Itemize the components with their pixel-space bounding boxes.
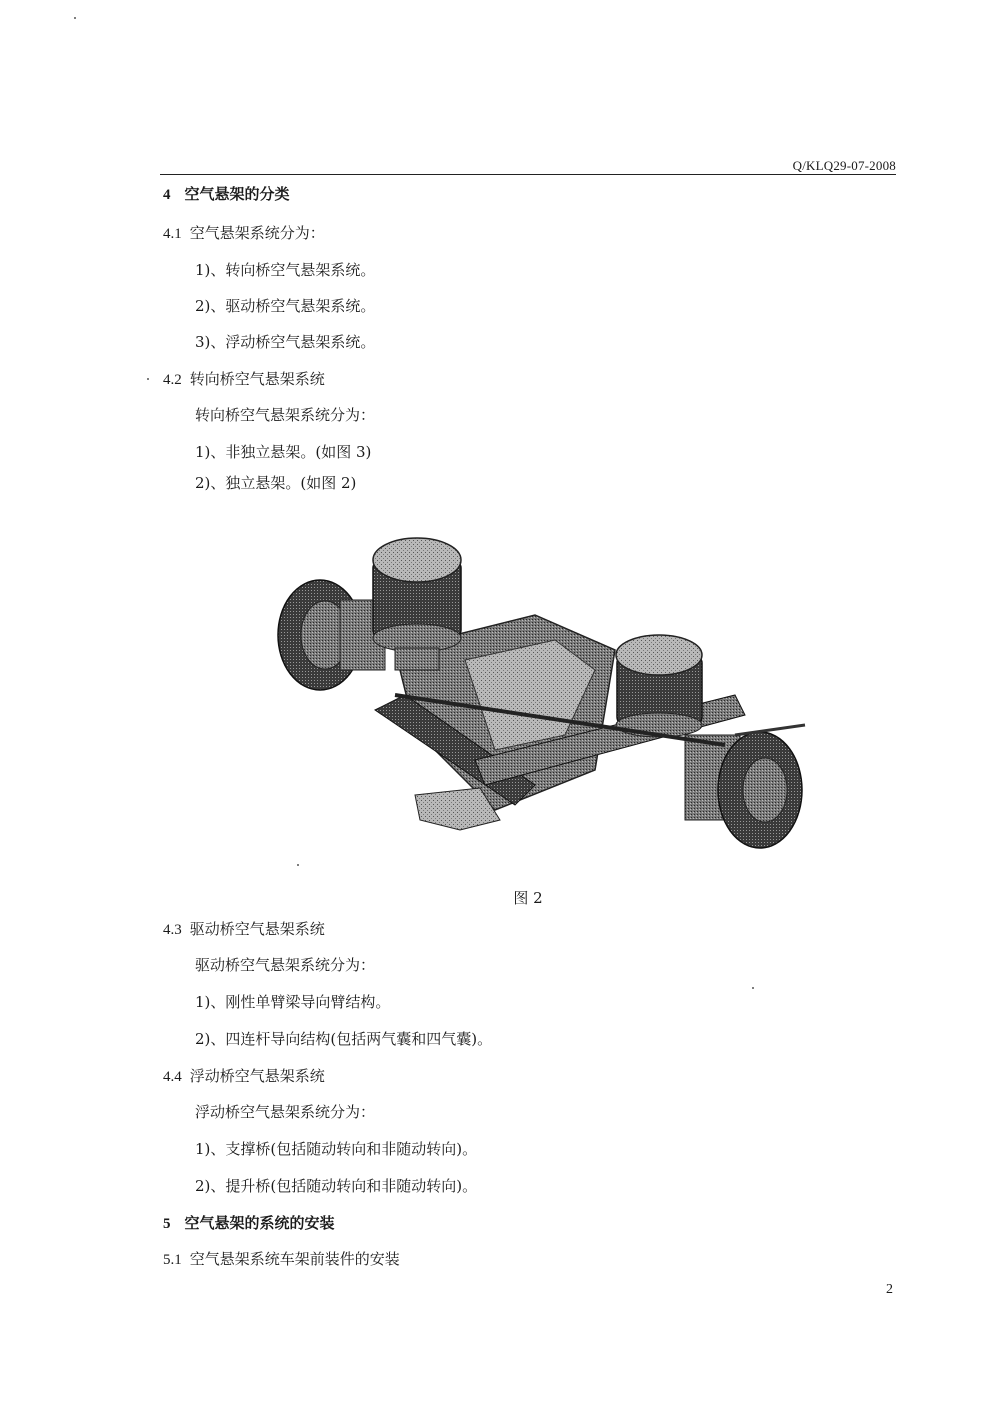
figure-caption: 图 2 xyxy=(513,889,543,907)
section-title: 转向桥空气悬架系统 xyxy=(189,370,325,388)
section-number: 4.3 xyxy=(163,922,182,938)
page-number: 2 xyxy=(886,1282,893,1297)
section-title: 空气悬架的系统的安装 xyxy=(184,1214,335,1232)
section-4-3-heading xyxy=(163,919,325,940)
section-number: 5.1 xyxy=(163,1252,182,1268)
suspension-illustration xyxy=(265,520,820,875)
list-item: 2)、独立悬架。(如图 2) xyxy=(195,474,357,492)
section-4-1-heading xyxy=(163,223,325,244)
section-number: 4 xyxy=(163,187,171,203)
scan-speck xyxy=(74,17,76,19)
scan-speck xyxy=(147,378,149,380)
scan-speck xyxy=(297,864,299,866)
section-number: 4.1 xyxy=(163,226,182,242)
paragraph: 转向桥空气悬架系统分为： xyxy=(195,406,376,424)
paragraph: 驱动桥空气悬架系统分为： xyxy=(195,956,376,974)
list-item: 2)、提升桥(包括随动转向和非随动转向)。 xyxy=(195,1177,478,1195)
section-title: 空气悬架系统车架前装件的安装 xyxy=(189,1250,400,1268)
list-item: 1)、非独立悬架。(如图 3) xyxy=(195,443,372,461)
list-item: 3)、浮动桥空气悬架系统。 xyxy=(195,333,376,351)
list-item: 2)、驱动桥空气悬架系统。 xyxy=(195,297,376,315)
list-item: 1)、支撑桥(包括随动转向和非随动转向)。 xyxy=(195,1140,478,1158)
header-rule xyxy=(160,174,896,175)
list-item: 1)、刚性单臂梁导向臂结构。 xyxy=(195,993,391,1011)
section-4-4-heading xyxy=(163,1066,325,1087)
section-number: 4.4 xyxy=(163,1069,182,1085)
suspension-figure xyxy=(265,520,820,875)
document-code: Q/KLQ29-07-2008 xyxy=(792,158,896,173)
section-title: 空气悬架系统分为： xyxy=(189,224,325,242)
section-5-1-heading xyxy=(163,1249,400,1270)
paragraph: 浮动桥空气悬架系统分为： xyxy=(195,1103,376,1121)
section-number: 4.2 xyxy=(163,372,182,388)
scan-speck xyxy=(752,987,754,989)
section-5-heading xyxy=(163,1213,335,1234)
list-item: 2)、四连杆导向结构(包括两气囊和四气囊)。 xyxy=(195,1030,493,1048)
section-title: 驱动桥空气悬架系统 xyxy=(189,920,325,938)
section-title: 浮动桥空气悬架系统 xyxy=(189,1067,325,1085)
list-item: 1)、转向桥空气悬架系统。 xyxy=(195,261,376,279)
section-4-heading xyxy=(163,184,290,205)
section-4-2-heading xyxy=(163,369,325,390)
section-number: 5 xyxy=(163,1216,171,1232)
section-title: 空气悬架的分类 xyxy=(184,185,290,203)
